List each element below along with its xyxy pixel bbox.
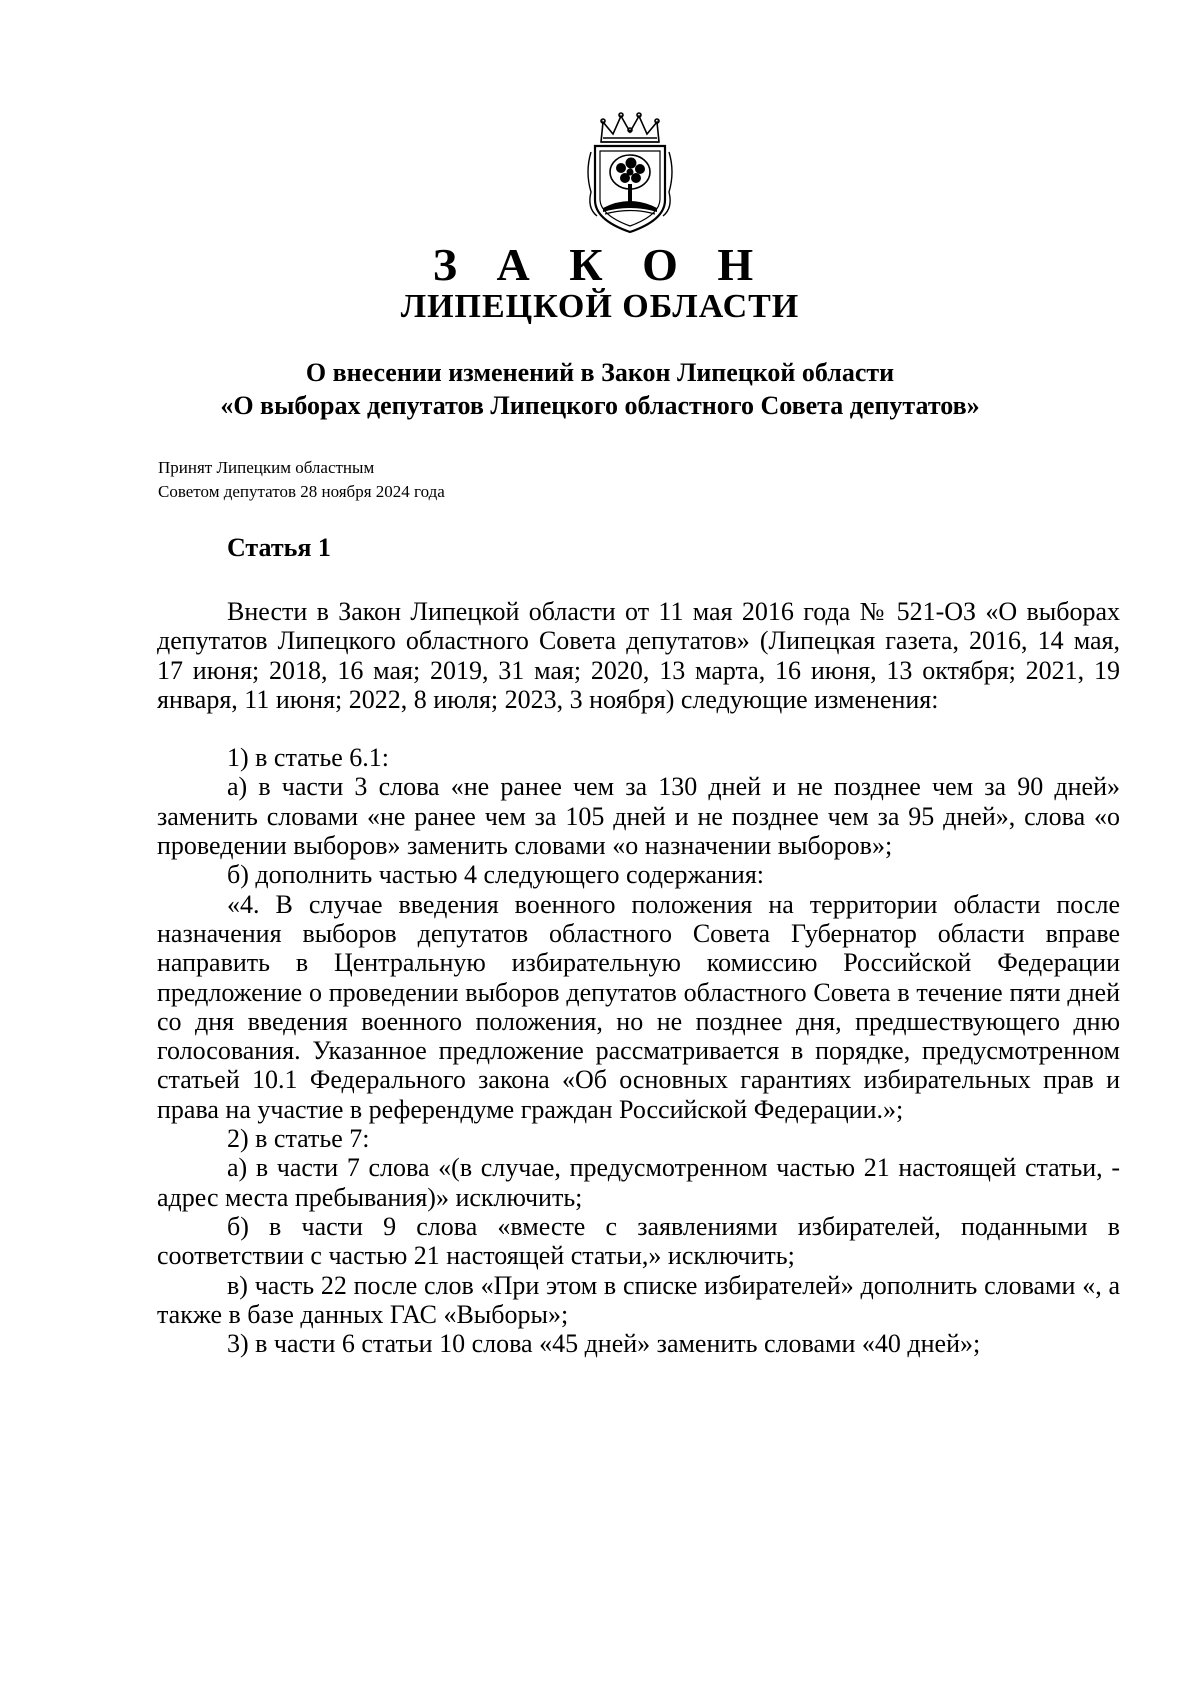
document-title: З А К О Н: [432, 239, 768, 290]
amendment-item: б) дополнить частью 4 следующего содержания:: [227, 860, 765, 890]
article-body: [157, 597, 1120, 1358]
coat-of-arms-icon: [583, 112, 677, 238]
amendment-item: в) часть 22 после слов «При этом в списке избирателей» дополнить словами «, а также в базе данных ГАС «Выборы»;: [157, 1270, 1120, 1329]
article-heading: Статья 1: [227, 533, 331, 562]
amendment-item: «4. В случае введения военного положения на территории области после назначения выборов депутатов областного Совета Губернатор области вправе направить в Центральную избирательную комиссию Российской Федерации предложение о проведении выборов депутатов областного Совета в течение пяти дней со дня введения военного положения, но не позднее дня, предшествующего дню голосования. Указанное предложение рассматривается в порядке, предусмотренном статьей 10.1 Федерального закона «Об основных гарантиях избирательных прав и права на участие в референдуме граждан Российской Федерации.»;: [157, 889, 1120, 1124]
amendment-item: 2) в статье 7:: [227, 1124, 370, 1154]
adoption-note: [158, 456, 445, 504]
amendment-item: 3) в части 6 статьи 10 слова «45 дней» заменить словами «40 дней»;: [227, 1329, 981, 1359]
law-title-line-2: «О выборах депутатов Липецкого областного Совета депутатов»: [220, 391, 980, 420]
amendment-item: 1) в статье 6.1:: [227, 743, 390, 773]
law-title-line-1: О внесении изменений в Закон Липецкой области: [305, 358, 895, 387]
adoption-line-2: Советом депутатов 28 ноября 2024 года: [158, 482, 445, 501]
adoption-line-1: Принят Липецким областным: [158, 458, 375, 477]
amendment-item: б) в части 9 слова «вместе с заявлениями избирателей, поданными в соответствии с частью 21 настоящей статьи,» исключить;: [157, 1211, 1120, 1271]
law-title: [0, 356, 1200, 422]
amendment-item: а) в части 7 слова «(в случае, предусмотренном частью 21 настоящей статьи, - адрес места пребывания)» исключить;: [157, 1153, 1120, 1212]
document-subtitle: ЛИПЕЦКОЙ ОБЛАСТИ: [400, 288, 800, 325]
article-intro-paragraph: Внести в Закон Липецкой области от 11 мая 2016 года № 521-ОЗ «О выборах депутатов Липецкого областного Совета депутатов» (Липецкая газета, 2016, 14 мая, 17 июня; 2018, 16 мая; 2019, 31 мая; 2020, 13 марта, 16 июня, 13 октября; 2021, 19 января, 11 июня; 2022, 8 июля; 2023, 3 ноября) следующие изменения:: [157, 597, 1120, 714]
amendment-item: а) в части 3 слова «не ранее чем за 130 дней и не позднее чем за 90 дней» заменить словами «не ранее чем за 105 дней и не позднее чем за 95 дней», слова «о проведении выборов» заменить словами «о назначении выборов»;: [157, 772, 1120, 861]
